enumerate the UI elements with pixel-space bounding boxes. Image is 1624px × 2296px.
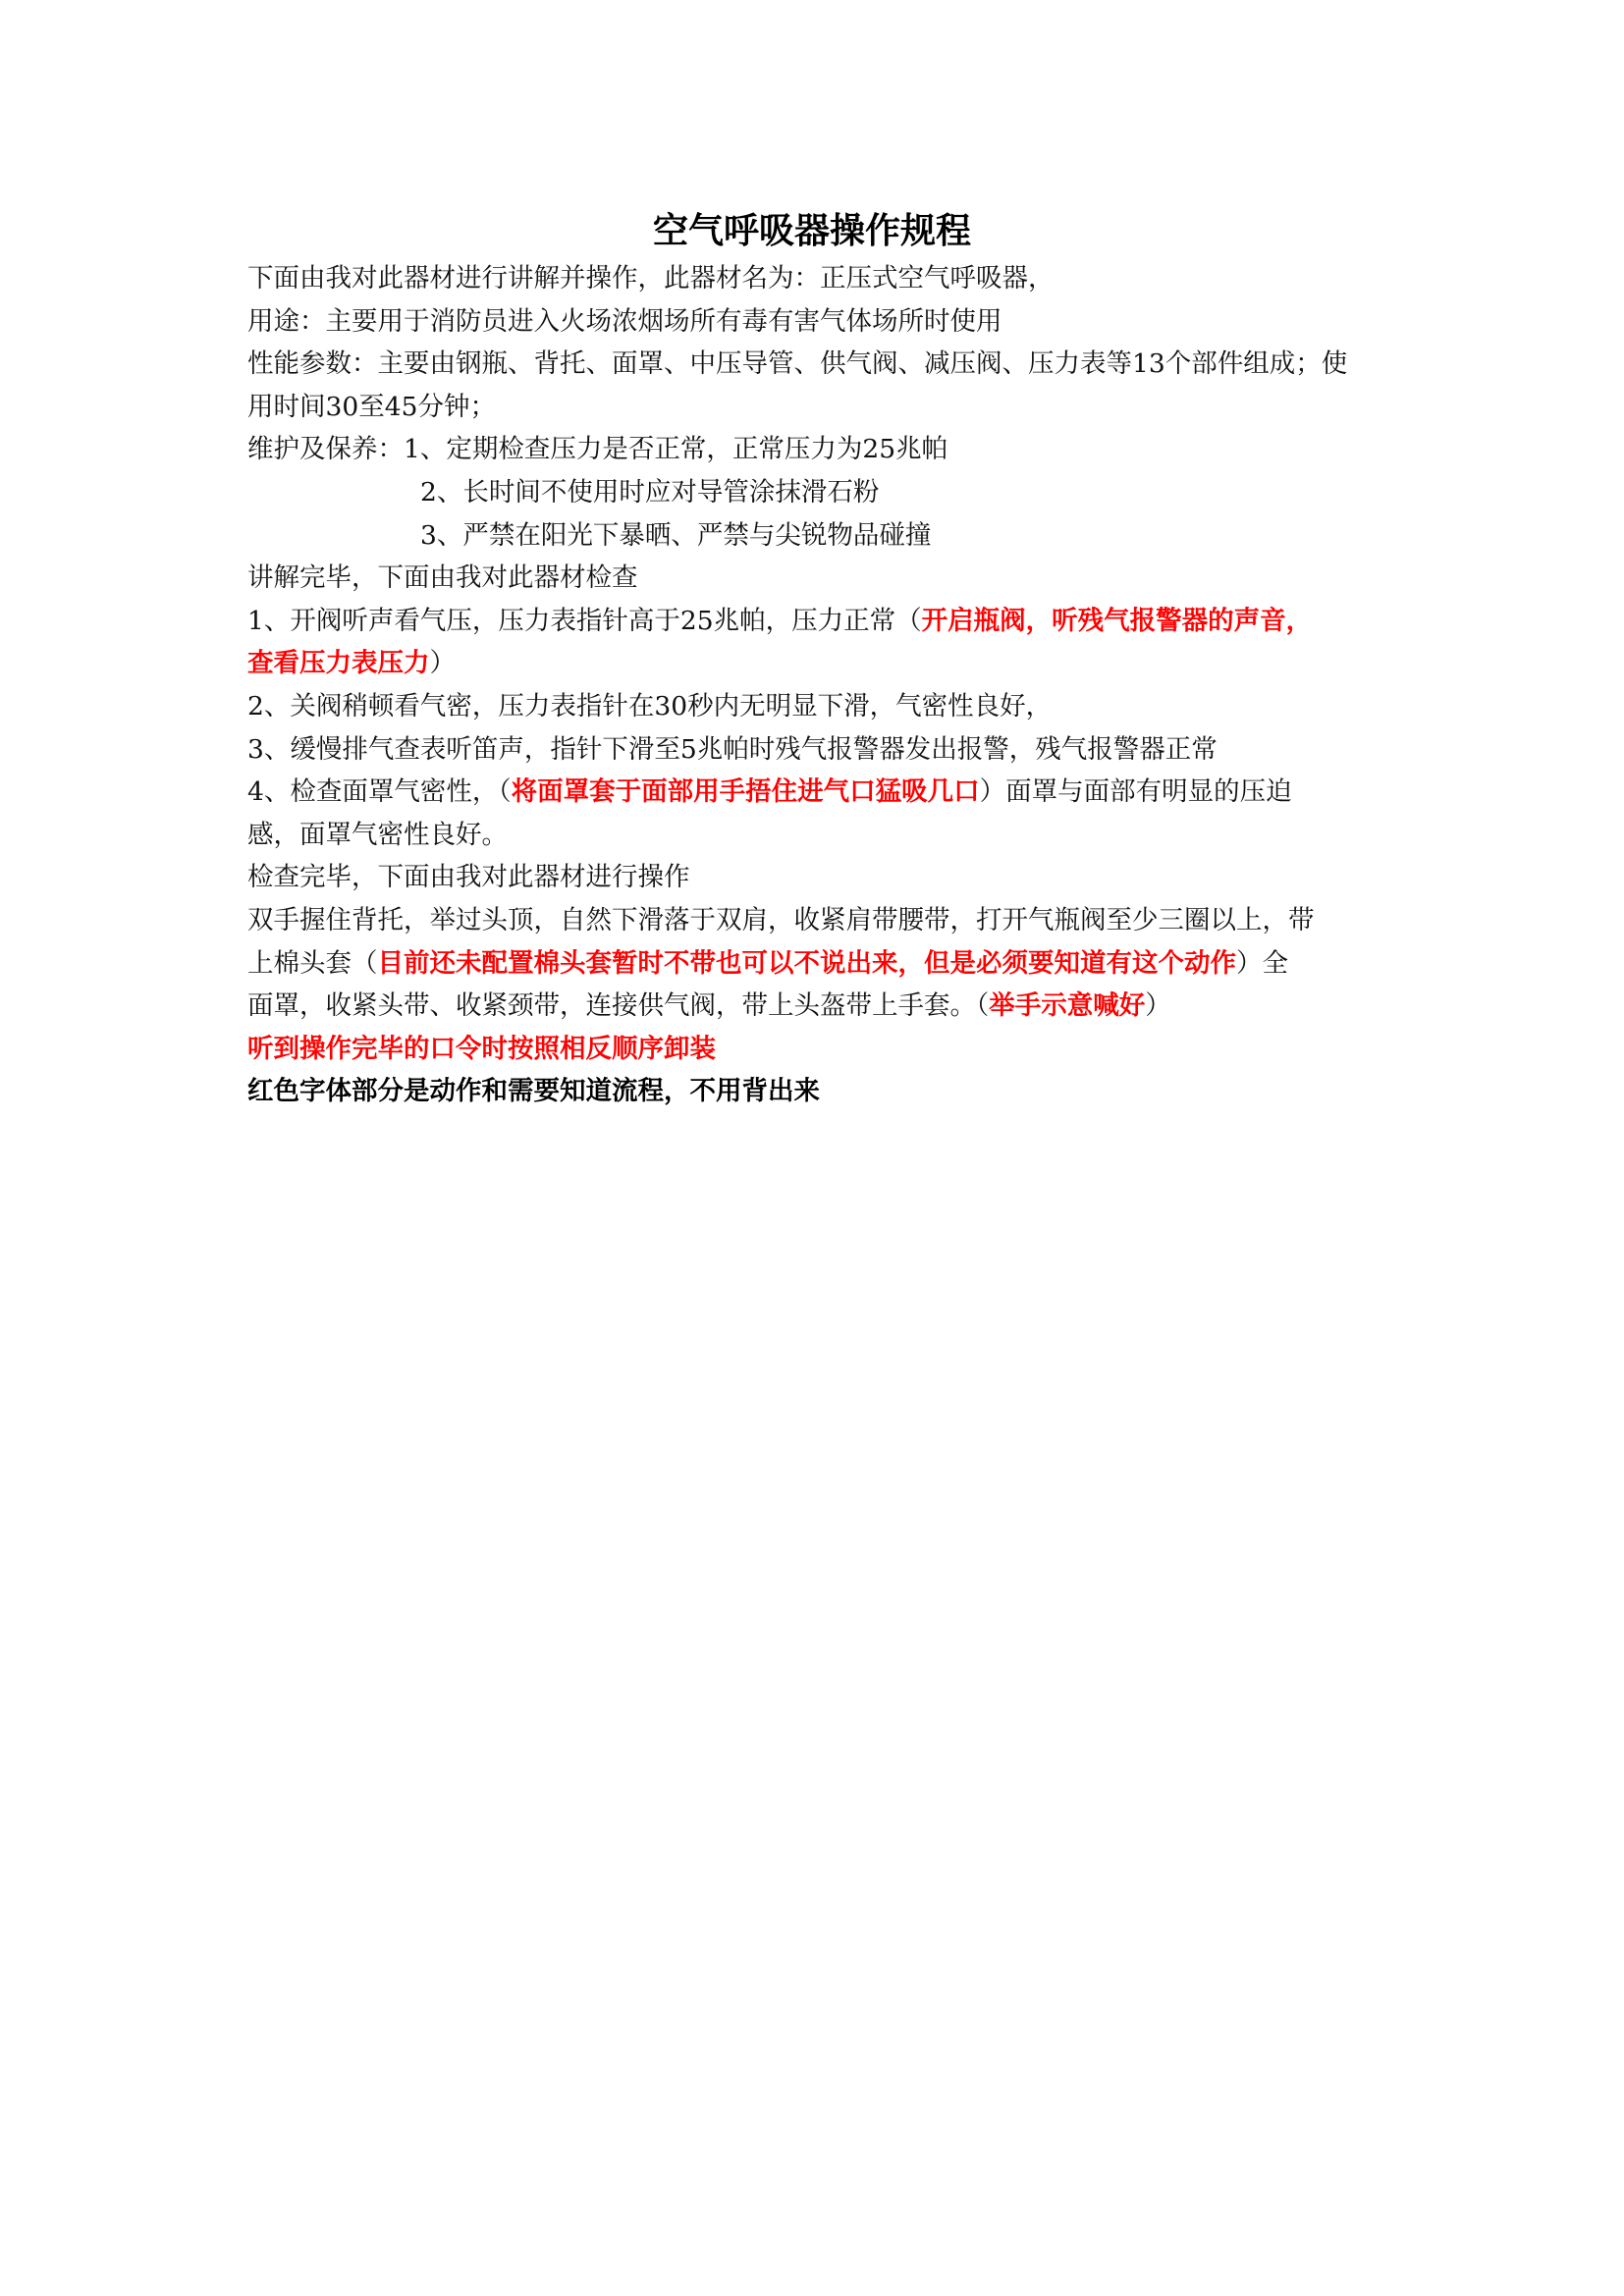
document-body xyxy=(247,257,1394,1113)
operation-highlight-1: 目前还未配置棉头套暂时不带也可以不说出来，但是必须要知道有这个动作 xyxy=(377,947,1236,979)
check-4-text: 4、检查面罩气密性，（ xyxy=(247,776,512,808)
performance-line-1: 性能参数：主要由钢瓶、背托、面罩、中压导管、供气阀、减压阀、压力表等13个部件组成；使 xyxy=(247,348,1348,380)
operation-text-c: ）全 xyxy=(1236,947,1288,979)
operation-line-1: 双手握住背托，举过头顶，自然下滑落于双肩，收紧肩带腰带，打开气瓶阀至少三圈以上，带 xyxy=(247,904,1315,935)
check-1-line-2 xyxy=(247,642,1394,685)
check-2-line: 2、关阀稍顿看气密，压力表指针在30秒内无明显下滑，气密性良好， xyxy=(247,690,1053,721)
explain-done-line: 讲解完毕，下面由我对此器材检查 xyxy=(247,562,638,594)
performance-line-2: 用时间30至45分钟； xyxy=(247,391,496,422)
check-3-line: 3、缓慢排气查表听笛声，指针下滑至5兆帕时残气报警器发出报警，残气报警器正常 xyxy=(247,733,1218,765)
usage-line: 用途：主要用于消防员进入火场浓烟场所有毒有害气体场所时使用 xyxy=(247,305,1002,337)
operation-highlight-2: 举手示意喊好 xyxy=(989,990,1146,1022)
check-4-highlight: 将面罩套于面部用手捂住进气口猛吸几口 xyxy=(511,776,980,808)
check-1-close: ） xyxy=(429,648,456,679)
operation-line-2 xyxy=(247,942,1394,986)
check-4-text-after: ）面罩与面部有明显的压迫 xyxy=(979,776,1292,808)
check-1-text: 1、开阀听声看气压，压力表指针高于25兆帕，压力正常（ xyxy=(247,605,922,636)
check-4-line-2: 感，面罩气密性良好。 xyxy=(247,819,508,850)
operation-text-b: 上棉头套（ xyxy=(247,947,378,979)
maintenance-line-2: 2、长时间不使用时应对导管涂抹滑石粉 xyxy=(420,476,880,507)
check-1-line-1 xyxy=(247,600,1394,643)
check-done-line: 检查完毕，下面由我对此器材进行操作 xyxy=(247,862,690,893)
maintenance-line-3: 3、严禁在阳光下暴晒、严禁与尖锐物品碰撞 xyxy=(420,519,932,551)
operation-text-d: 面罩，收紧头带、收紧颈带，连接供气阀，带上头盔带上手套。（ xyxy=(247,990,990,1022)
note-line: 红色字体部分是动作和需要知道流程，不用背出来 xyxy=(247,1076,820,1107)
intro-line: 下面由我对此器材进行讲解并操作，此器材名为：正压式空气呼吸器， xyxy=(247,263,1055,294)
operation-line-3 xyxy=(247,985,1394,1028)
unload-line: 听到操作完毕的口令时按照相反顺序卸装 xyxy=(247,1033,716,1064)
document-title: 空气呼吸器操作规程 xyxy=(652,211,971,251)
operation-text-e: ） xyxy=(1145,990,1171,1022)
check-4-line-1 xyxy=(247,771,1394,814)
maintenance-line-1: 维护及保养：1、定期检查压力是否正常，正常压力为25兆帕 xyxy=(247,434,948,465)
check-1-highlight-a: 开启瓶阀，听残气报警器的声音， xyxy=(921,605,1313,636)
check-1-highlight-b: 查看压力表压力 xyxy=(247,648,430,679)
